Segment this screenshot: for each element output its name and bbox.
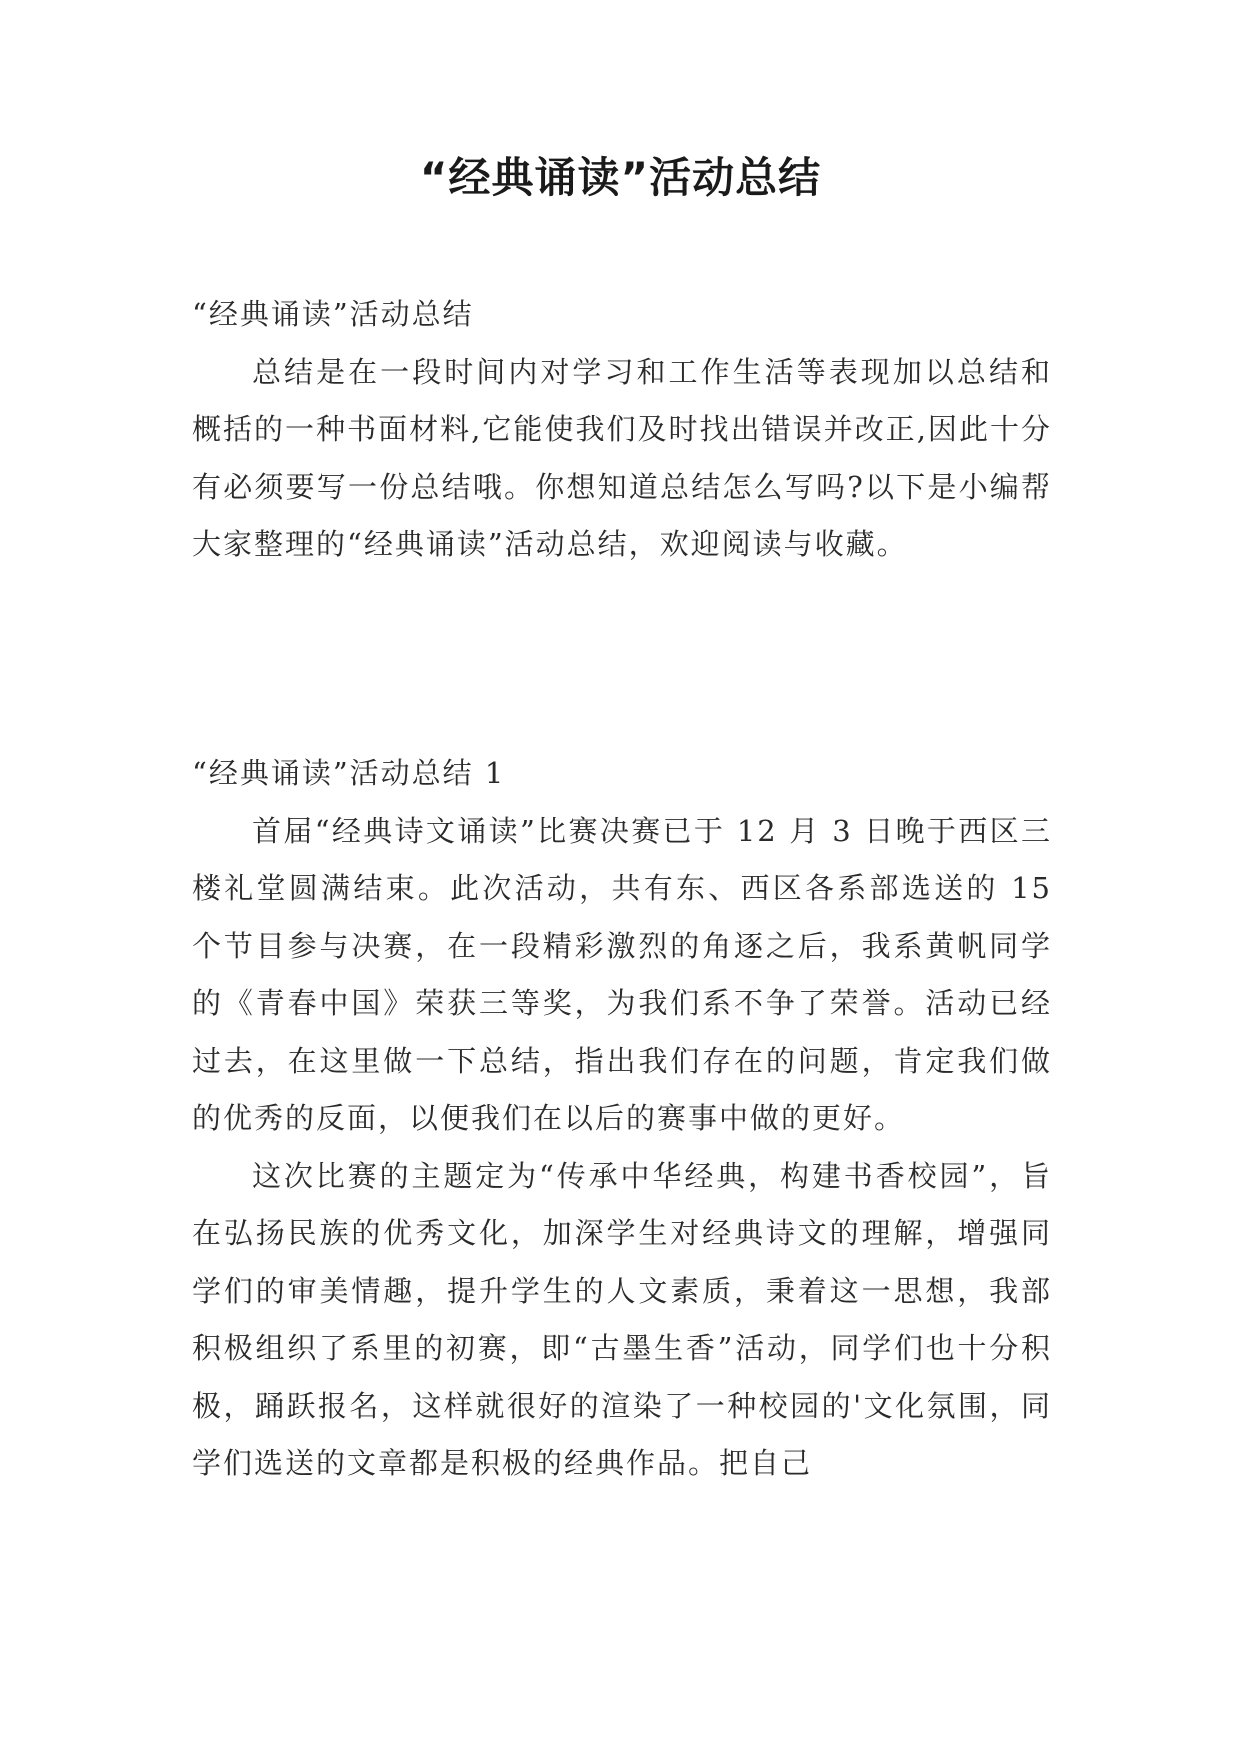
section-1-heading: “经典诵读”活动总结 1 [192,756,506,790]
section-1 [192,745,1052,1493]
section-1-paragraph-2: 这次比赛的主题定为“传承中华经典，构建书香校园”，旨在弘扬民族的优秀文化，加深学生对经典诗文的理解，增强同学们的审美情趣，提升学生的人文素质，秉着这一思想，我部积极组织了系里的初赛，即“古墨生香”活动，同学们也十分积极，踊跃报名，这样就很好的渲染了一种校园的'文化氛围，同学们选送的文章都是积极的经典作品。把自己 [192,1158,1052,1480]
intro-heading: “经典诵读”活动总结 [192,297,474,331]
intro-section [192,286,1052,574]
intro-paragraph: 总结是在一段时间内对学习和工作生活等表现加以总结和概括的一种书面材料,它能使我们及时找出错误并改正,因此十分有必须要写一份总结哦。你想知道总结怎么写吗?以下是小编帮大家整理的“经典诵读”活动总结，欢迎阅读与收藏。 [192,354,1052,561]
document-title: “经典诵读”活动总结 [419,153,822,202]
section-1-paragraph-1: 首届“经典诗文诵读”比赛决赛已于 12 月 3 日晚于西区三楼礼堂圆满结束。此次活动，共有东、西区各系部选送的 15 个节目参与决赛，在一段精彩激烈的角逐之后，我系黄帆同学的《青春中国》荣获三等奖，为我们系不争了荣誉。活动已经过去，在这里做一下总结，指出我们存在的问题，肯定我们做的优秀的反面，以便我们在以后的赛事中做的更好。 [192,813,1052,1135]
